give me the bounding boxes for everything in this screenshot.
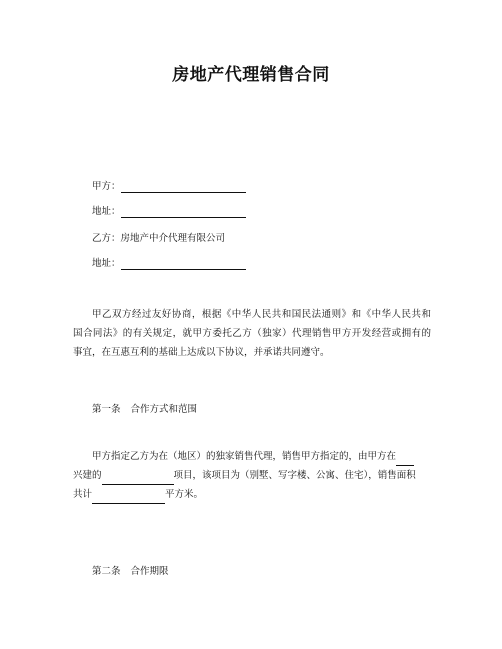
party-a-blank	[121, 181, 246, 193]
party-a-label: 甲方：	[92, 181, 121, 192]
article-1-title: 合作方式和范围	[130, 404, 198, 415]
party-a-line	[92, 181, 246, 193]
party-a-address-line	[92, 206, 246, 218]
party-b-line	[92, 233, 225, 245]
article-1-line-1	[73, 447, 431, 466]
article-1-paragraph	[73, 447, 431, 504]
article-1-heading	[92, 404, 197, 416]
article-1-blank-area	[92, 492, 165, 504]
article-1-line-2	[73, 466, 431, 485]
party-b-label: 乙方：	[92, 233, 121, 244]
intro-paragraph	[73, 305, 431, 362]
article-1-blank-location	[396, 454, 414, 466]
party-b-address-label: 地址：	[92, 258, 121, 269]
party-a-address-blank	[121, 206, 246, 218]
article-1-line-2-prefix: 兴建的	[73, 470, 102, 481]
article-1-blank-project	[102, 473, 174, 485]
party-a-address-label: 地址：	[92, 206, 121, 217]
article-1-line-3-suffix: 平方米。	[165, 489, 204, 500]
article-1-line-1-text: 甲方指定乙方为在（地区）的独家销售代理，销售甲方指定的，由甲方在	[92, 451, 397, 462]
intro-line-1: 甲乙双方经过友好协商，根据《中华人民共和国民法通则》和《中华人民共和	[92, 309, 431, 320]
article-1-number: 第一条	[92, 404, 121, 415]
party-b-address-blank	[121, 258, 246, 270]
article-2-heading	[92, 566, 169, 578]
party-b-name: 房地产中介代理有限公司	[120, 233, 226, 244]
intro-line-2: 国合同法》的有关规定，就甲方委托乙方（独家）代理销售甲方开发经营或拥有的	[73, 328, 431, 339]
article-2-title: 合作期限	[130, 566, 169, 577]
article-1-line-3-prefix: 共计	[73, 489, 93, 500]
party-b-address-line	[92, 258, 246, 270]
document-title: 房地产代理销售合同	[172, 65, 330, 85]
intro-line-3: 事宜，在互惠互利的基础上达成以下协议，并承诺共同遵守。	[73, 347, 330, 358]
article-1-line-3	[73, 485, 431, 504]
article-1-line-2-suffix: 项目，该项目为（别墅、写字楼、公寓、住宅），销售面积	[173, 470, 416, 481]
article-2-number: 第二条	[92, 566, 121, 577]
